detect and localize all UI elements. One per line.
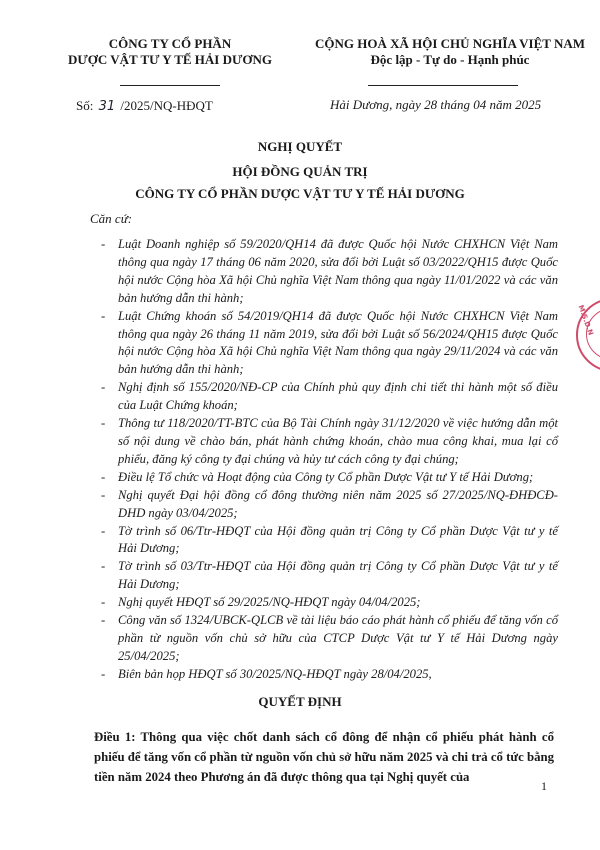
basis-item: - Tờ trình số 06/Ttr-HĐQT của Hội đồng quản trị Công ty Cổ phần Dược Vật tư y tế Hải Dương; [118, 523, 558, 559]
basis-item: - Công văn số 1324/UBCK-QLCB về tài liệu báo cáo phát hành cổ phiếu để tăng vốn cổ phần từ nguồn vốn chủ sở hữu của CTCP Dược Vật tư Y tế Hải Dương ngày 25/04/2025; [118, 612, 558, 666]
basis-item: - Điều lệ Tổ chức và Hoạt động của Công ty Cổ phần Dược Vật tư Y tế Hải Dương; [118, 469, 558, 487]
basis-item: - Nghị quyết Đại hội đồng cổ đông thường niên năm 2025 số 27/2025/NQ-ĐHĐCĐ-DHD ngày 03/04/2025; [118, 487, 558, 523]
org-name-line1: CÔNG TY CỔ PHẦN [108, 36, 232, 51]
org-name-line2: DƯỢC VẬT TƯ Y TẾ HẢI DƯƠNG [68, 52, 272, 67]
issuing-body: HỘI ĐỒNG QUẢN TRỊ [232, 164, 368, 179]
basis-item: - Nghị định số 155/2020/NĐ-CP của Chính phủ quy định chi tiết thi hành một số điều của Luật Chứng khoán; [118, 379, 558, 415]
org-underline [120, 85, 220, 86]
motto-underline [368, 85, 518, 86]
organization-header [40, 36, 300, 68]
basis-item: - Luật Doanh nghiệp số 59/2020/QH14 đã được Quốc hội Nước CHXHCN Việt Nam thông qua ngày 17 tháng 06 năm 2020, sửa đổi bởi Luật số 03/2022/QH15 được Quốc hội nước Cộng hòa Xã hội Chủ nghĩa Việt Nam thông qua ngày 11/01/2022 và các văn bản hướng dẫn thi hành; [118, 236, 558, 308]
page-number: 1 [541, 779, 547, 793]
basis-item: - Thông tư 118/2020/TT-BTC của Bộ Tài Chính ngày 31/12/2020 về việc hướng dẫn một số nội dung về chào bán, phát hành chứng khoán, chào mua công khai, mua lại cổ phiếu, đăng ký công ty đại chúng và hủy tư cách công ty đại chúng; [118, 415, 558, 469]
basis-item: - Luật Chứng khoán số 54/2019/QH14 đã được Quốc hội Nước CHXHCN Việt Nam thông qua ngày 26 tháng 11 năm 2019, sửa đổi bởi Luật số 56/2024/QH15 được Quốc hội nước Cộng hòa Xã hội Chủ nghĩa Việt Nam thông qua ngày 29/11/2024 và các văn bản hướng dẫn thi hành; [118, 308, 558, 380]
company-seal [576, 298, 600, 372]
basis-item: - Tờ trình số 03/Ttr-HĐQT của Hội đồng quản trị Công ty Cổ phần Dược Vật tư y tế Hải Dương; [118, 558, 558, 594]
article-1: Điều 1: Thông qua việc chốt danh sách cổ đông để nhận cổ phiếu phát hành cổ phiếu để tăng vốn cổ phần từ nguồn vốn chủ sở hữu năm 2025 và chi trả cổ tức bằng tiền năm 2024 theo Phương án đã được thông qua tại Nghị quyết của [94, 730, 554, 784]
document-number [76, 98, 213, 114]
place-and-date: Hải Dương, ngày 28 tháng 04 năm 2025 [330, 97, 542, 112]
basis-heading: Căn cứ: [90, 211, 133, 226]
document-type: NGHỊ QUYẾT [257, 139, 343, 154]
seal-text: M.S.D.N [576, 304, 595, 337]
doc-number-handwritten: 31 [98, 99, 116, 114]
national-header [300, 36, 600, 68]
basis-list [118, 236, 558, 684]
country-name: CỘNG HOÀ XÃ HỘI CHỦ NGHĨA VIỆT NAM [314, 36, 586, 51]
basis-item: - Biên bản họp HĐQT số 30/2025/NQ-HĐQT ngày 28/04/2025, [118, 666, 558, 684]
basis-item: - Nghị quyết HĐQT số 29/2025/NQ-HĐQT ngày 04/04/2025; [118, 594, 558, 612]
decision-heading: QUYẾT ĐỊNH [258, 694, 342, 709]
company-title: CÔNG TY CỔ PHẦN DƯỢC VẬT TƯ Y TẾ HẢI DƯƠNG [135, 186, 465, 201]
doc-number-suffix: /2025/NQ-HĐQT [120, 98, 213, 113]
doc-number-prefix: Số: [76, 98, 94, 113]
national-motto: Độc lập - Tự do - Hạnh phúc [370, 52, 530, 67]
